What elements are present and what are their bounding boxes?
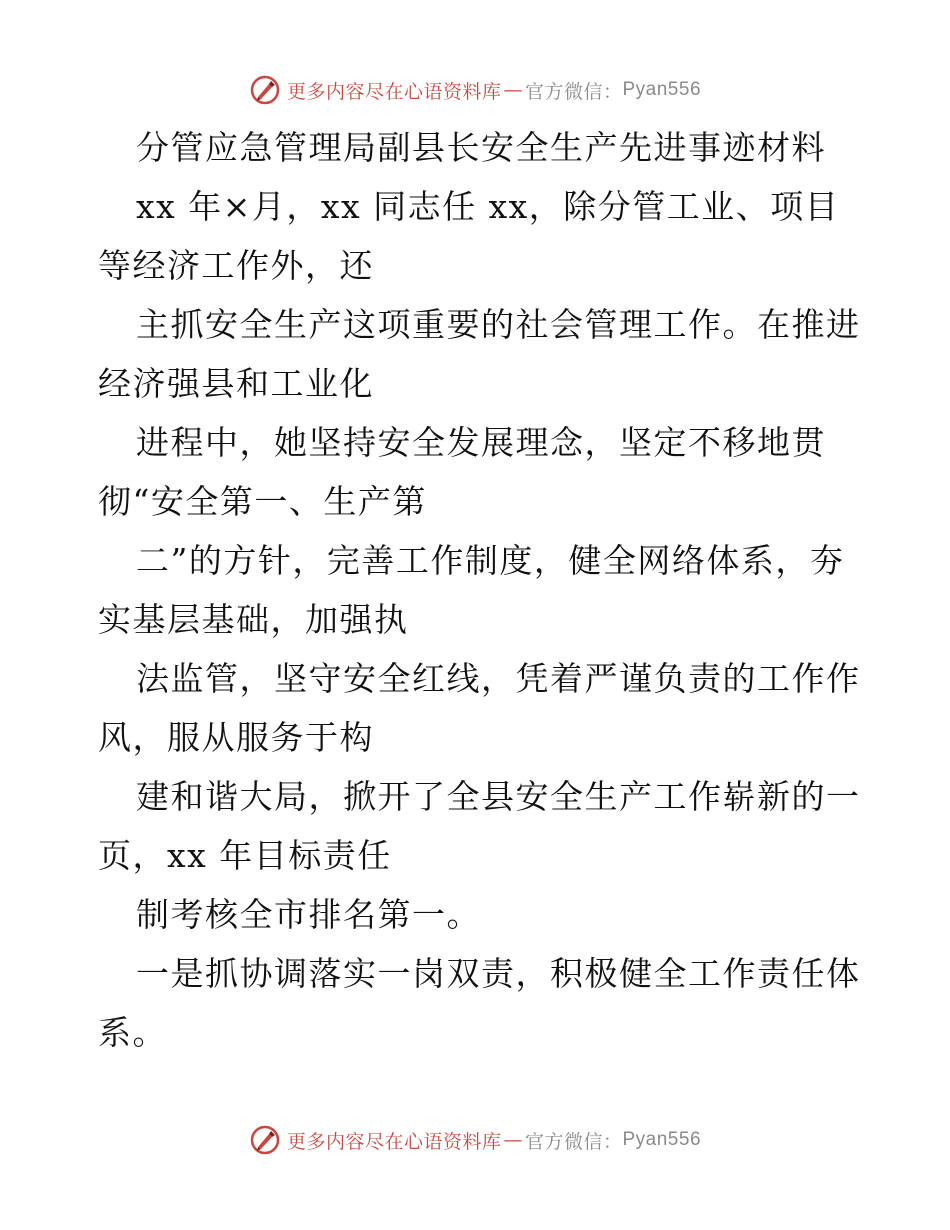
text-line: 进程中，她坚持安全发展理念，坚定不移地贯	[136, 423, 826, 462]
header-watermark	[0, 70, 950, 110]
pen-logo-icon	[249, 74, 281, 106]
text-line: 主抓安全生产这项重要的社会管理工作。在推进	[136, 305, 861, 344]
watermark-dash: —	[503, 1129, 523, 1151]
text-line: 风，服从服务于构	[98, 718, 374, 757]
text-line: 二”的方针，完善工作制度，健全网络体系，夯	[136, 541, 845, 580]
document-title: 分管应急管理局副县长安全生产先进事迹材料	[136, 128, 826, 167]
text-line: 页，xx 年目标责任	[98, 836, 392, 875]
document-body	[98, 118, 861, 1062]
text-line: 实基层基础，加强执	[98, 600, 409, 639]
text-line: 法监管，坚守安全红线，凭着严谨负责的工作作	[136, 659, 861, 698]
pen-logo-icon	[249, 1124, 281, 1156]
text-line: 一是抓协调落实一岗双责，积极健全工作责任体	[136, 954, 861, 993]
watermark-label: 官方微信：	[524, 1130, 623, 1153]
watermark-wechat-id: Pyan556	[622, 79, 702, 100]
watermark-brand: 更多内容尽在心语资料库	[286, 1130, 502, 1153]
text-line: 经济强县和工业化	[98, 364, 374, 403]
text-line: xx 年×月，xx 同志任 xx，除分管工业、项目	[136, 187, 840, 226]
text-line: 系。	[98, 1013, 167, 1052]
watermark-brand: 更多内容尽在心语资料库	[286, 80, 502, 103]
watermark-label: 官方微信：	[524, 80, 623, 103]
text-line: 彻“安全第一、生产第	[98, 482, 427, 521]
footer-watermark	[0, 1120, 950, 1160]
text-line: 等经济工作外，还	[98, 246, 374, 285]
text-line: 建和谐大局，掀开了全县安全生产工作崭新的一	[136, 777, 861, 816]
text-line: 制考核全市排名第一。	[136, 895, 481, 934]
watermark-wechat-id: Pyan556	[622, 1129, 702, 1150]
watermark-dash: —	[503, 79, 523, 101]
